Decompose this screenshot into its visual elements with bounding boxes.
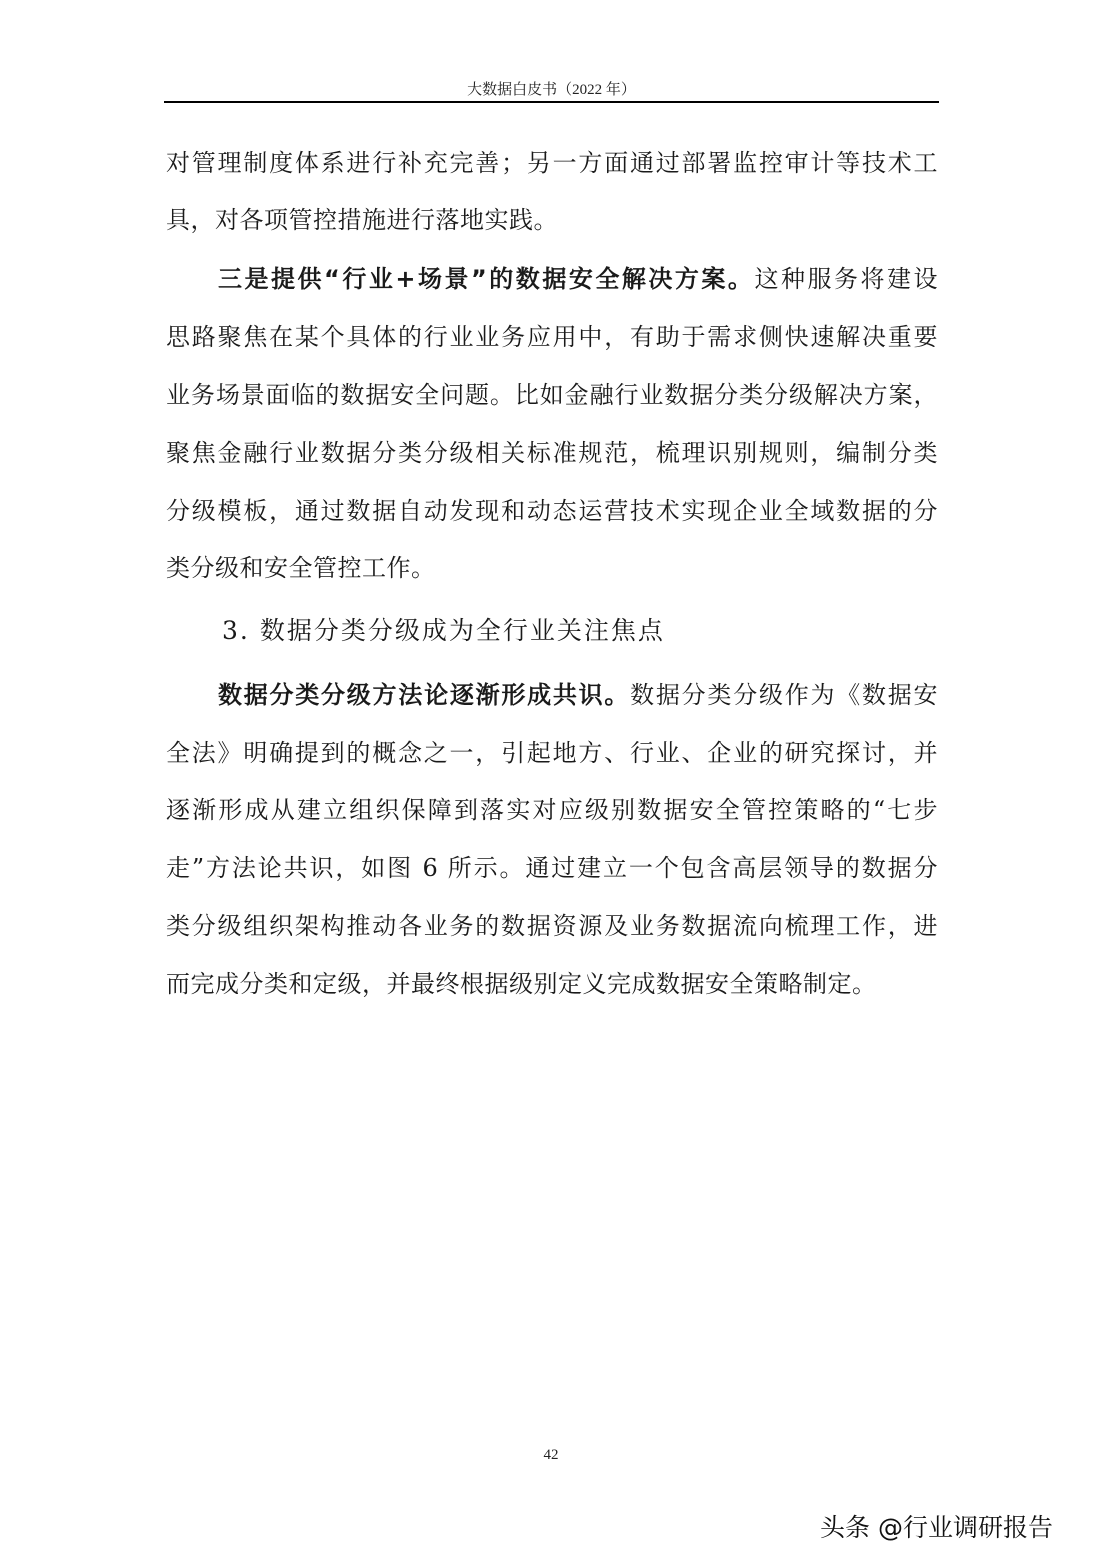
paragraph-line: 分级模板，通过数据自动发现和动态运营技术实现企业全域数据的分 [166, 497, 938, 525]
paragraph-text: 这种服务将建设 [754, 265, 939, 293]
paragraph-line: 类分级组织架构推动各业务的数据资源及业务数据流向梳理工作，进 [166, 912, 938, 940]
paragraph-line: 而完成分类和定级，并最终根据级别定义完成数据安全策略制定。 [166, 970, 877, 998]
paragraph-line: 思路聚焦在某个具体的行业业务应用中，有助于需求侧快速解决重要 [166, 323, 938, 351]
paragraph-first-line [218, 264, 938, 294]
running-header-title: 大数据白皮书（2022 年） [467, 82, 636, 98]
source-watermark: 头条 @行业调研报告 [820, 1513, 1053, 1542]
paragraph-line: 类分级和安全管控工作。 [166, 554, 436, 582]
paragraph-lead-bold: 三是提供“行业+场景”的数据安全解决方案。 [218, 265, 755, 293]
paragraph-first-line [218, 680, 938, 710]
paragraph-line: 聚焦金融行业数据分类分级相关标准规范，梳理识别规则，编制分类 [166, 439, 938, 467]
paragraph-lead-bold: 数据分类分级方法论逐渐形成共识。 [218, 681, 631, 709]
paragraph-line: 业务场景面临的数据安全问题。比如金融行业数据分类分级解决方案， [166, 381, 938, 409]
section-number: 3. [222, 616, 250, 645]
paragraph-line: 全法》明确提到的概念之一，引起地方、行业、企业的研究探讨，并 [166, 739, 938, 767]
paragraph-line: 具，对各项管控措施进行落地实践。 [166, 206, 558, 234]
paragraph-line: 走”方法论共识，如图 6 所示。通过建立一个包含高层领导的数据分 [166, 854, 938, 882]
paragraph-line: 逐渐形成从建立组织保障到落实对应级别数据安全管控策略的“七步 [166, 796, 938, 824]
paragraph-line: 对管理制度体系进行补充完善；另一方面通过部署监控审计等技术工 [166, 149, 938, 177]
section-heading [222, 615, 665, 647]
paragraph-text: 数据分类分级作为《数据安 [630, 681, 939, 709]
header-rule [164, 101, 939, 103]
section-title: 数据分类分级成为全行业关注焦点 [259, 616, 665, 645]
page-number: 42 [543, 1447, 559, 1463]
